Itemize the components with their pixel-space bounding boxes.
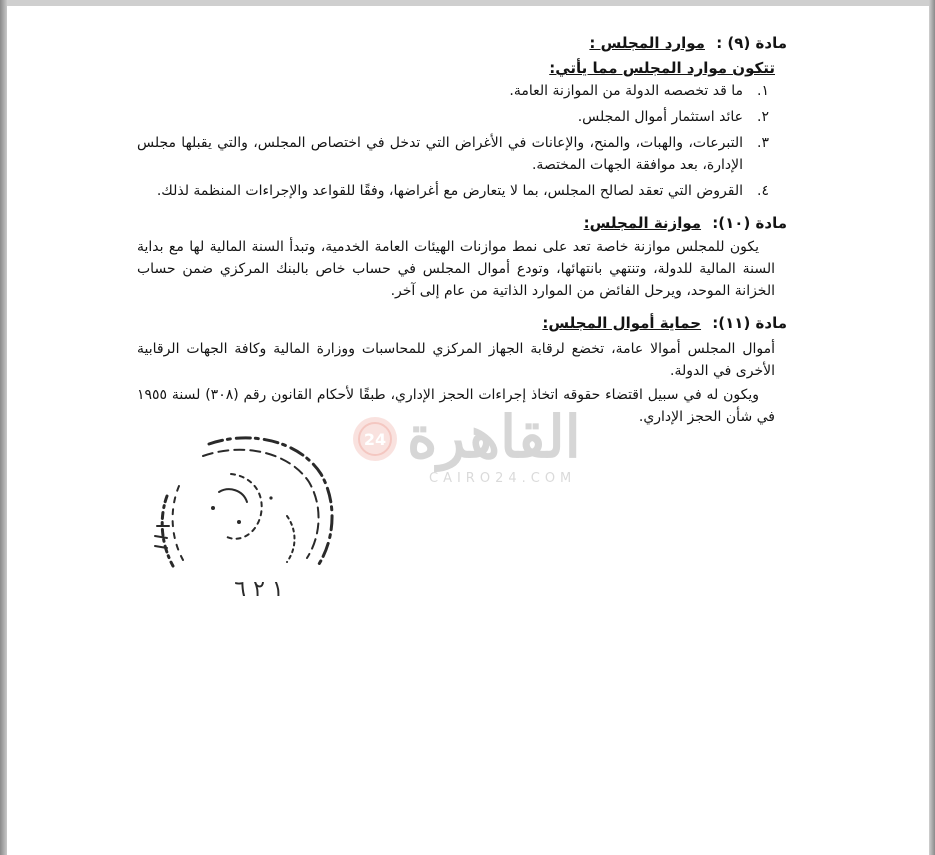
- seal-partial-date: ١ ٢ ٦: [234, 577, 284, 602]
- list-number: ٤.: [757, 183, 769, 199]
- article-9-heading: [137, 30, 787, 56]
- resources-intro: تتكون موارد المجلس مما يأتي:: [549, 59, 775, 77]
- list-text: القروض التي تعقد لصالح المجلس، بما لا يتعارض مع أغراضها، وفقًا للقواعد والإجراءات المنظمة لذلك.: [156, 183, 743, 199]
- list-text: التبرعات، والهبات، والمنح، والإعانات في الأغراض التي تدخل في اختصاص المجلس، والتي يقبلها مجلس الإدارة، بعد موافقة الجهات المختصة.: [137, 135, 743, 173]
- article-10-heading: [137, 210, 787, 236]
- resource-item-3: [137, 132, 769, 176]
- resource-item-1: [137, 80, 769, 102]
- article-9-number: مادة (٩) :: [716, 34, 787, 52]
- list-text: ما قد تخصصه الدولة من الموازنة العامة.: [509, 83, 743, 99]
- list-text: عائد استثمار أموال المجلس.: [577, 109, 743, 125]
- article-11-number: مادة (١١):: [712, 314, 787, 332]
- article-10-body: يكون للمجلس موازنة خاصة تعد على نمط موازنات الهيئات العامة الخدمية، وتبدأ السنة المالية لها مع بداية السنة المالية للدولة، وتنتهي بانتهائها، وتودع أموال المجلس في حساب خاص بالبنك المركزي ضمن حساب الخزانة الموحد، ويرحل الفائض من الموارد الذاتية من عام إلى آخر.: [137, 239, 775, 299]
- circular-seal-icon: [139, 426, 339, 616]
- viewer-frame-left: [0, 0, 7, 855]
- article-9-title: موارد المجلس :: [589, 34, 705, 52]
- resource-item-2: [137, 106, 769, 128]
- article-10-number: مادة (١٠):: [712, 214, 787, 232]
- list-number: ١.: [757, 83, 769, 99]
- list-number: ٣.: [757, 135, 769, 151]
- watermark-site: CAIRO24.COM: [429, 471, 577, 486]
- article-11-heading: [137, 310, 787, 336]
- article-10-title: موازنة المجلس:: [583, 214, 702, 232]
- document-page: [7, 6, 929, 855]
- watermark-badge-text: 24: [363, 430, 387, 449]
- article-11-body-1: أموال المجلس أموالا عامة، تخضع لرقابة الجهاز المركزي للمحاسبات ووزارة المالية وكافة الجهات الرقابية الأخرى في الدولة.: [137, 341, 775, 379]
- viewer-frame-right: [929, 0, 935, 855]
- resource-item-4: [137, 180, 769, 202]
- document-body: [137, 30, 787, 428]
- article-11-body-2: ويكون له في سبيل اقتضاء حقوقه اتخاذ إجراءات الحجز الإداري، طبقًا لأحكام القانون رقم (٣٠٨) لسنة ١٩٥٥ في شأن الحجز الإداري.: [137, 387, 775, 425]
- list-number: ٢.: [757, 109, 769, 125]
- watermark-brand: القاهرة: [407, 403, 581, 471]
- article-11-title: حماية أموال المجلس:: [542, 314, 702, 332]
